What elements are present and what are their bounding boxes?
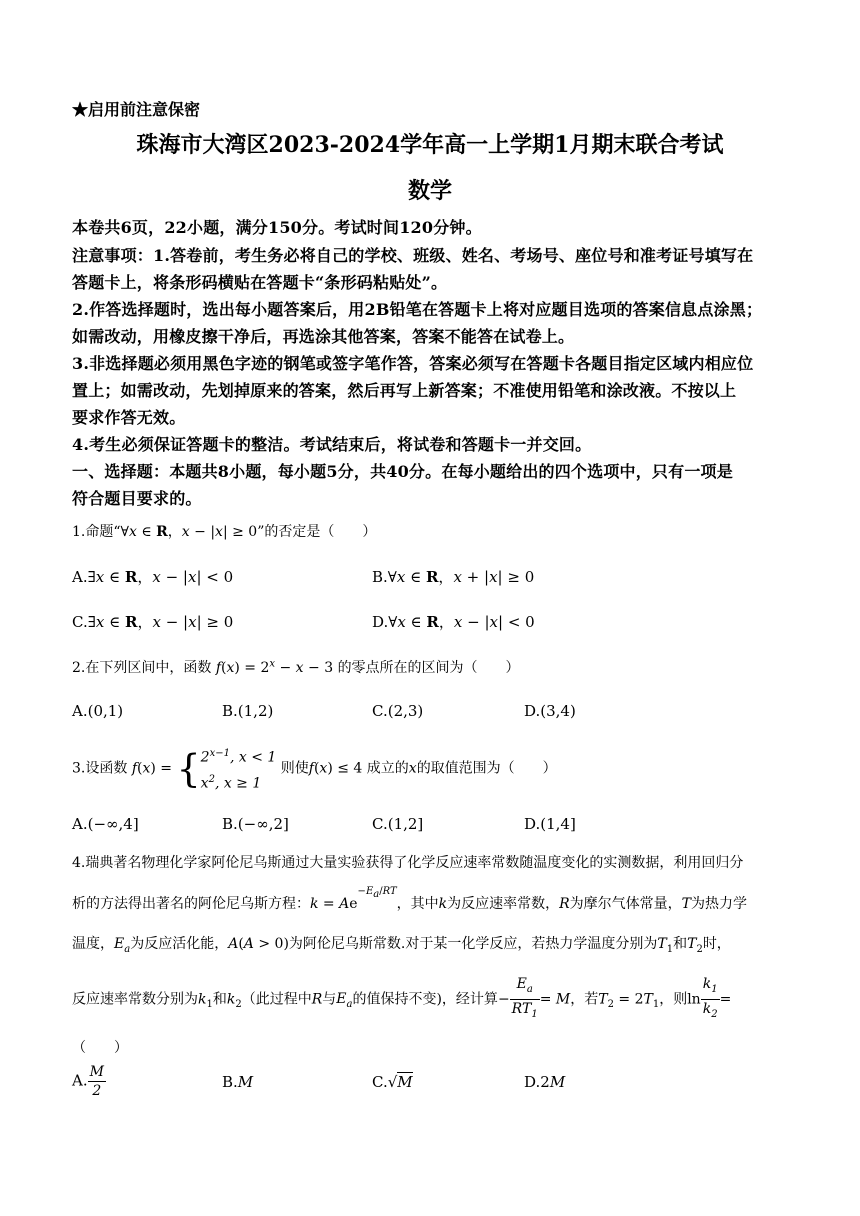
question-1-stem: 1.命题“∀x ∈ R，x − |x| ≥ 0”的否定是（ ） [72,524,377,540]
question-2-stem: 2.在下列区间中，函数 $f(x) = 2^x - x - 3$ 的零点所在的区间为（ ） [72,658,520,676]
question-4-line-2: 析的方法得出著名的阿伦尼乌斯方程：$k = Ae^{-E_a/RT}$，其中k为反应速率常数，R为摩尔气体常量，T为热力学 [72,886,747,912]
question-4-line-1: 4.瑞典著名物理化学家阿伦尼乌斯通过大量实验获得了化学反应速率常数随温度变化的实测数据，利用回归分 [72,855,744,871]
question-4-blank: （ ） [72,1040,128,1056]
instruction-line: 本卷共6页，22小题，满分150分。考试时间120分钟。 [72,218,482,237]
subject-title: 数学 [407,178,452,204]
exam-title: 珠海市大湾区2023-2024学年高一上学期1月期末联合考试 [136,132,724,158]
instruction-line: 要求作答无效。 [72,408,186,427]
question-3-option-b: B.(−∞,2] [222,815,289,833]
question-4-line-4: 反应速率常数分别为$k_1$和$k_2$（此过程中R与$E_a$的值保持不变)，经计算− $\frac{E_a}{RT_1}$ = M，若$T_2 = 2T_1$，则ln $\frac{k_1}{k_2}$ = [72,976,732,1020]
question-3-option-c: C.(1,2] [372,815,424,833]
section-heading: 一、选择题：本题共8小题，每小题5分，共40分。在每小题给出的四个选项中，只有一项是 [72,462,733,481]
instruction-line: 3.非选择题必须用黑色字迹的钢笔或签字笔作答，答案必须写在答题卡各题目指定区域内相应位 [72,354,754,373]
question-1-option-b: B.∀x ∈ R，x + |x| ≥ 0 [372,568,535,586]
question-1-option-d: D.∀x ∈ R，x − |x| < 0 [372,613,535,631]
instruction-line: 4.考生必须保证答题卡的整洁。考试结束后，将试卷和答题卡一并交回。 [72,435,592,454]
question-2-option-d: D.(3,4) [524,702,576,720]
instruction-line: 如需改动，用橡皮擦干净后，再选涂其他答案，答案不能答在试卷上。 [72,327,575,346]
question-3-option-d: D.(1,4] [524,815,576,833]
confidential-notice: ★启用前注意保密 [72,100,201,119]
question-4-option-b: B.M [222,1073,254,1091]
section-heading: 符合题目要求的。 [72,489,202,508]
question-2-option-a: A.(0,1) [72,702,124,720]
question-4-option-c: C.√M [372,1073,413,1091]
question-1-option-c: C.∃x ∈ R，x − |x| ≥ 0 [72,613,234,631]
question-2-option-b: B.(1,2) [222,702,274,720]
instruction-line: 答题卡上，将条形码横贴在答题卡“条形码粘贴处”。 [72,273,448,292]
instruction-line: 注意事项：1.答卷前，考生务必将自己的学校、班级、姓名、考场号、座位号和准考证号填写在 [72,246,754,265]
instruction-line: 2.作答选择题时，选出每小题答案后，用2B铅笔在答题卡上将对应题目选项的答案信息点涂黑； [72,300,763,319]
question-4-line-3: 温度，$E_a$为反应活化能，A(A > 0)为阿伦尼乌斯常数.对于某一化学反应，若热力学温度分别为$T_1$和$T_2$时， [72,936,731,955]
question-4-option-a: A. $\frac{M}{2}$ [72,1064,104,1099]
question-3-stem: 3.设函数 f(x) = { $2^{x-1}$, x < 1 $x^2$, x ≥ 1 则使f(x) ≤ 4 成立的x的取值范围为（ ） [72,746,557,792]
instruction-line: 置上；如需改动，先划掉原来的答案，然后再写上新答案；不准使用铅笔和涂改液。不按以上 [72,381,737,400]
question-2-option-c: C.(2,3) [372,702,424,720]
question-3-option-a: A.(−∞,4] [72,815,139,833]
question-1-option-a: A.∃x ∈ R，x − |x| < 0 [72,568,234,586]
question-4-option-d: D.2M [524,1073,566,1091]
